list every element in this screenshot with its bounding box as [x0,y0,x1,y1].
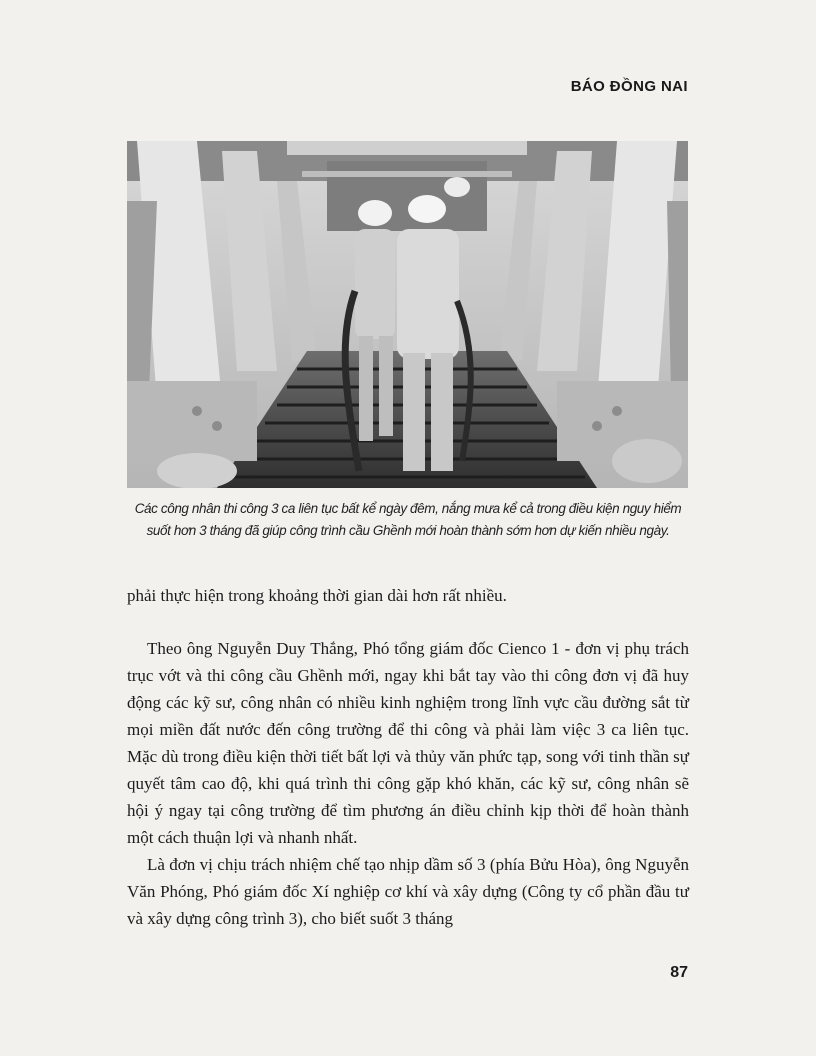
paragraph-continuation: phải thực hiện trong khoảng thời gian dài hơn rất nhiều. [127,586,507,605]
caption-line-2: suốt hơn 3 tháng đã giúp công trình cầu Ghềnh mới hoàn thành sớm hơn dự kiến nhiều ngày. [146,523,670,538]
paragraph-nguyen-van-phong: Là đơn vị chịu trách nhiệm chế tạo nhịp dầm số 3 (phía Bửu Hòa), ông Nguyễn Văn Phóng, Phó giám đốc Xí nghiệp cơ khí và xây dựng (Công ty cổ phần đầu tư và xây dựng công trình 3), cho biết suốt 3 tháng [127,855,689,928]
bridge-workers-photo [127,141,688,488]
article-body [127,582,689,932]
running-head: BÁO ĐỒNG NAI [570,78,688,95]
caption-line-1: Các công nhân thi công 3 ca liên tục bất kể ngày đêm, nắng mưa kể cả trong điều kiện nguy hiểm [134,501,682,516]
page-number: 87 [670,964,688,981]
photo-caption [127,498,689,542]
paragraph-nguyen-duy-thang: Theo ông Nguyễn Duy Thắng, Phó tổng giám đốc Cienco 1 - đơn vị phụ trách trục vớt và thi công cầu Ghềnh mới, ngay khi bắt tay vào thi công đơn vị đã huy động các kỹ sư, công nhân có nhiều kinh nghiệm trong lĩnh vực cầu đường sắt từ mọi miền đất nước đến công trường để thi công và phải làm việc 3 ca liên tục. Mặc dù trong điều kiện thời tiết bất lợi và thủy văn phức tạp, song với tinh thần sự quyết tâm cao độ, khi quá trình thi công gặp khó khăn, các kỹ sư, công nhân sẽ hội ý ngay tại công trường để tìm phương án điều chỉnh kịp thời để hoàn thành một cách thuận lợi và nhanh nhất. [127,639,689,847]
